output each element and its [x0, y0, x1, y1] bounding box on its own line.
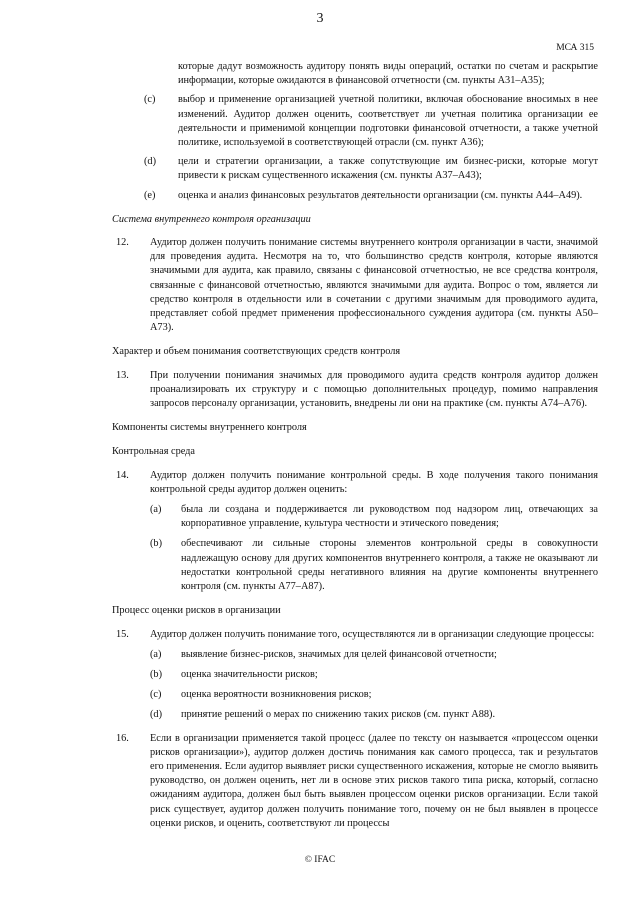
- paragraph-16: 16. Если в организации применяется такой процесс (далее по тексту он называется «процессом оценки рисков организации»), аудитор должен достичь понимания как самого процесса, так и результатов его применения. Если аудитор выявляет риски существенного искажения, которые не смогло выявить руководство, он должен оценить, нет ли в основе этих рисков такого типа риска, который, согласно ожиданиям аудитора, должен был быть выявлен процессом оценки рисков организации. Если такой риск существует, аудитор должен получить понимание того, почему он не был выявлен в процессе оценки рисков, и оценить, соответствуют ли процессы: [116, 732, 598, 829]
- list-item: (b) обеспечивают ли сильные стороны элементов контрольной среды в совокупности надлежащую основу для других компонентов внутреннего контроля, а также не оказывают ли недостатки контрольной среды негативного влияния на другие компоненты внутреннего контроля (см. пункты A77–A87).: [150, 538, 598, 593]
- continuation-text: которые дадут возможность аудитору понять виды операций, остатки по счетам и раскрытие информации, которые ожидаются в финансовой отчетности (см. пункты A31–A35);: [178, 61, 598, 87]
- heading-internal-control: Система внутреннего контроля организации: [112, 213, 311, 225]
- heading-risk-assessment: Процесс оценки рисков в организации: [112, 605, 281, 617]
- page-content: [112, 60, 598, 831]
- list-item: (e) оценка и анализ финансовых результатов деятельности организации (см. пункты A44–A49).: [144, 189, 583, 201]
- list-14: [146, 503, 598, 594]
- list-item: (c) выбор и применение организацией учетной политики, включая обоснование вносимых в нее изменений. Аудитор должен оценить, соответствует ли учетная политика организации ее деятельности и применимой концепции подготовки финансовой отчетности, а также учетной политике, используемой в соответствующей отрасли (см. пункт A36);: [144, 94, 598, 149]
- document-code: МСА 315: [556, 43, 594, 53]
- list-item: (d) цели и стратегии организации, а также сопутствующие им бизнес-риски, которые могут привести к рискам существенного искажения (см. пункты A37–A43);: [144, 156, 598, 182]
- paragraph-12: 12. Аудитор должен получить понимание системы внутреннего контроля организации в части, значимой для проведения аудита. Несмотря на то, что большинство средств контроля, которые являются значимыми для аудита, как правило, связаны с финансовой отчетностью, не все средства контроля, связанные с финансовой отчетностью, являются значимыми для аудита. Вопрос о том, является ли средство контроля в отдельности или в сочетании с другими значимым для проводимого аудита, представляет собой предмет применения профессионального суждения аудитора (см. пункты A50–A73).: [116, 237, 598, 334]
- list-top: [112, 93, 598, 202]
- paragraph-15: 15. Аудитор должен получить понимание того, осуществляются ли в организации следующие процессы:: [116, 628, 595, 640]
- list-item: (b) оценка значительности рисков;: [150, 668, 318, 680]
- heading-control-environment: Контрольная среда: [112, 446, 195, 458]
- heading-nature: Характер и объем понимания соответствующих средств контроля: [112, 346, 401, 358]
- list-item: (c) оценка вероятности возникновения рисков;: [150, 689, 372, 701]
- footer-copyright: © IFAC: [304, 855, 336, 865]
- list-15: [146, 648, 598, 723]
- heading-components: Компоненты системы внутреннего контроля: [112, 422, 307, 434]
- list-item: (d) принятие решений о мерах по снижению таких рисков (см. пункт A88).: [150, 709, 496, 721]
- list-item: (a) выявление бизнес-рисков, значимых для целей финансовой отчетности;: [150, 648, 497, 660]
- page-number: 3: [316, 11, 324, 26]
- paragraph-13: 13. При получении понимания значимых для проводимого аудита средств контроля аудитор должен проанализировать их структуру и с помощью дополнительных процедур, помимо направления запросов персоналу организации, установить, внедрены ли они на практике (см. пункты A74–A76).: [116, 369, 598, 410]
- list-item: (a) была ли создана и поддерживается ли руководством под надзором лиц, отвечающих за корпоративное управление, культура честности и этического поведения;: [150, 504, 598, 530]
- paragraph-14: 14. Аудитор должен получить понимание контрольной среды. В ходе получения такого понимания контрольной среды аудитор должен оценить:: [116, 469, 598, 495]
